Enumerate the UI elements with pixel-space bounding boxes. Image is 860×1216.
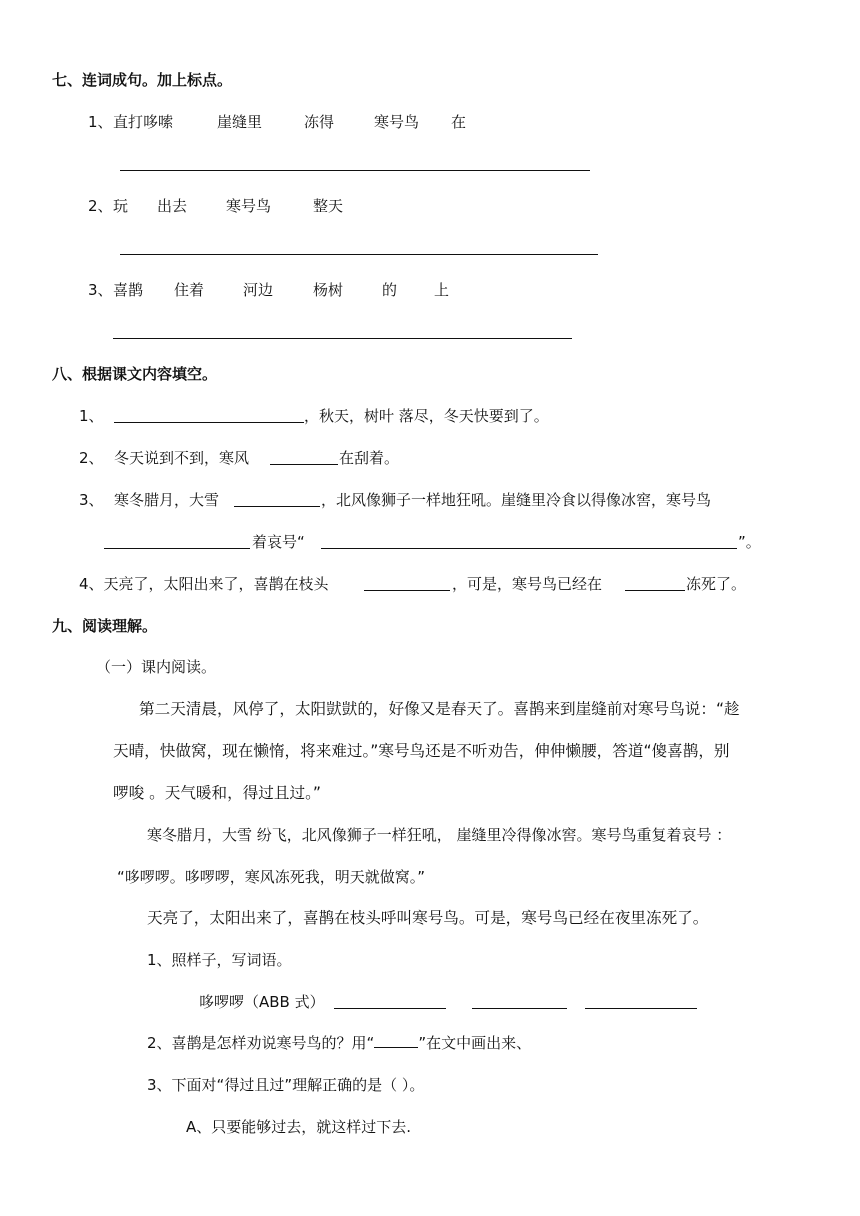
section-8-title: 八、根据课文内容填空。 xyxy=(52,365,218,383)
passage-line: 寒冬腊月，大雪 纷飞，北风像狮子一样狂吼， 崖缝里冷得像冰窖。寒号鸟重复着哀号 ： xyxy=(147,826,732,844)
q7-3-word: 杨树 xyxy=(313,281,344,299)
q7-3-word: 上 xyxy=(434,281,450,299)
passage-line: 第二天清晨，风停了，太阳獃獃的，好像又是春天了。喜鹊来到崖缝前对寒号鸟说：“趁 xyxy=(139,700,740,718)
passage-line: 天晴，快做窝，现在懒惰，将来难过。”寒号鸟还是不听劝告，伸伸懒腰，答道“傻喜鹊，别 xyxy=(113,742,730,760)
passage-line: “哆啰啰。哆啰啰，寒风冻死我，明天就做窝。” xyxy=(117,868,426,886)
reading-q2 xyxy=(147,1033,531,1053)
q8-2-text-after: 在刮着。 xyxy=(339,449,400,467)
reading-q2-text-before: 2、喜鹊是怎样劝说寒号鸟的？用“ xyxy=(147,1034,375,1052)
q7-3-number: 3、 xyxy=(88,281,113,299)
fill-blank[interactable] xyxy=(104,548,250,549)
answer-line[interactable] xyxy=(113,338,572,339)
q7-3-word: 住着 xyxy=(174,281,205,299)
q8-3-text-before: 寒冬腊月，大雪 xyxy=(114,491,220,509)
q8-1-text: ，秋天，树叶 落尽，冬天快要到了。 xyxy=(304,407,549,425)
q7-1-word: 冻得 xyxy=(304,113,335,131)
q8-2-text-before: 冬天说到不到，寒风 xyxy=(114,449,250,467)
fill-blank[interactable] xyxy=(374,1033,418,1048)
reading-q3: 3、下面对“得过且过”理解正确的是（ ）。 xyxy=(147,1076,425,1094)
answer-line[interactable] xyxy=(120,254,598,255)
q7-3-word: 喜鹊 xyxy=(113,281,144,299)
q8-4-text-after: 冻死了。 xyxy=(686,575,747,593)
q7-2-word: 整天 xyxy=(313,197,344,215)
fill-blank[interactable] xyxy=(270,464,338,465)
reading-q1-example: 哆啰啰（ABB 式） xyxy=(199,993,325,1011)
q7-1-word: 崖缝里 xyxy=(217,113,263,131)
q8-3-text-after: ，北风像狮子一样地狂吼。崖缝里冷食以得像冰窖，寒号鸟 xyxy=(321,491,712,509)
q7-1-number: 1、 xyxy=(88,113,113,131)
q8-2-number: 2、 xyxy=(79,449,104,467)
answer-line[interactable] xyxy=(120,170,590,171)
q7-2-word: 玩 xyxy=(113,197,129,215)
q8-3-number: 3、 xyxy=(79,491,104,509)
fill-blank[interactable] xyxy=(472,1008,567,1009)
fill-blank[interactable] xyxy=(234,506,320,507)
q7-2-word: 出去 xyxy=(157,197,188,215)
fill-blank[interactable] xyxy=(114,422,304,423)
passage-line: 天亮了，太阳出来了，喜鹊在枝头呼叫寒号鸟。可是，寒号鸟已经在夜里冻死了。 xyxy=(147,909,709,927)
section-7-title: 七、连词成句。加上标点。 xyxy=(52,71,233,89)
reading-q1: 1、照样子，写词语。 xyxy=(147,951,292,969)
passage-line: 啰唆 。天气暖和，得过且过。” xyxy=(113,784,321,802)
fill-blank[interactable] xyxy=(625,590,685,591)
fill-blank[interactable] xyxy=(321,548,737,549)
fill-blank[interactable] xyxy=(334,1008,446,1009)
q8-3-line2-mid: 着哀号“ xyxy=(252,533,305,551)
q8-3-line2-end: ”。 xyxy=(738,533,761,551)
reading-q3-option-a: A、只要能够过去，就这样过下去. xyxy=(186,1118,412,1136)
q8-1-number: 1、 xyxy=(79,407,104,425)
fill-blank[interactable] xyxy=(585,1008,697,1009)
fill-blank[interactable] xyxy=(364,590,450,591)
q7-2-word: 寒号鸟 xyxy=(226,197,272,215)
q7-1-word: 在 xyxy=(451,113,467,131)
reading-q2-text-after: ”在文中画出来、 xyxy=(418,1034,532,1052)
q7-2-number: 2、 xyxy=(88,197,113,215)
reading-subtitle: （一）课内阅读。 xyxy=(96,658,217,676)
q7-3-word: 的 xyxy=(382,281,398,299)
q7-1-word: 直打哆嗦 xyxy=(113,113,174,131)
section-9-title: 九、阅读理解。 xyxy=(52,617,158,635)
q7-1-word: 寒号鸟 xyxy=(374,113,420,131)
q7-3-word: 河边 xyxy=(243,281,274,299)
q8-4-text-before: 4、天亮了，太阳出来了，喜鹊在枝头 xyxy=(79,575,329,593)
q8-4-text-mid: ，可是，寒号鸟已经在 xyxy=(452,575,603,593)
